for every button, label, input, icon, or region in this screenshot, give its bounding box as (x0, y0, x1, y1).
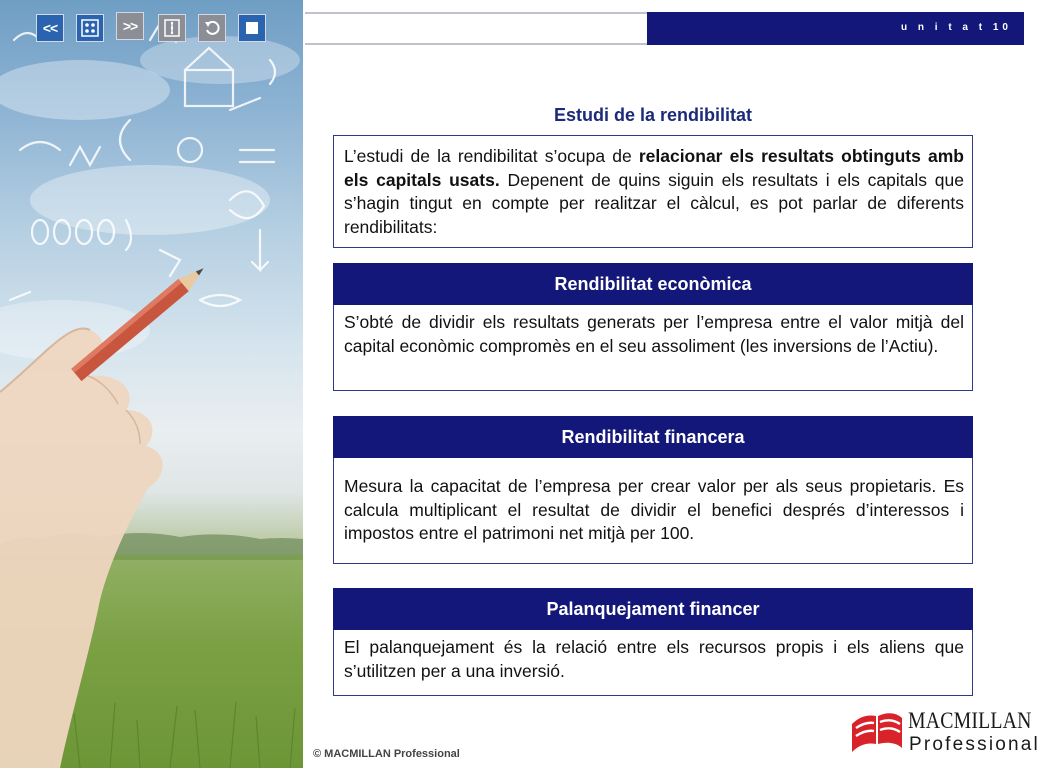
section-text-financial-return: Mesura la capacitat de l’empresa per crear valor per als seus propietaris. Es calcula multiplicant el resultat de dividir el benefici després d’interessos i impostos entre el patrimoni net mitjà per 100. (344, 476, 964, 543)
section-text-economic-return: S’obté de dividir els resultats generats per l’empresa entre el valor mitjà del capital econòmic compromès en el seu assoliment (les inversions de l’Actiu). (344, 312, 964, 356)
previous-button[interactable] (36, 14, 64, 42)
index-button[interactable] (76, 14, 104, 42)
logo-subtitle: Professional (909, 734, 1040, 755)
section-heading-financial-leverage: Palanquejament financer (333, 588, 973, 630)
decorative-photo-panel (0, 0, 303, 768)
stop-square-icon (245, 21, 259, 35)
list-icon (164, 19, 180, 37)
undo-icon (203, 19, 221, 37)
double-chevron-left-icon: << (42, 20, 58, 36)
next-button[interactable] (116, 12, 144, 40)
contents-button[interactable] (158, 14, 186, 42)
intro-text-start: L’estudi de la rendibilitat s’ocupa de (344, 146, 639, 166)
back-button[interactable] (198, 14, 226, 42)
navigation-toolbar (36, 14, 276, 44)
double-chevron-right-icon: >> (122, 18, 138, 34)
stop-button[interactable] (238, 14, 266, 42)
grid-dots-icon (81, 19, 99, 37)
section-box-economic-return (333, 305, 973, 391)
section-heading-economic-return: Rendibilitat econòmica (333, 263, 973, 305)
macmillan-logo (850, 706, 1040, 758)
header-bar-light (305, 12, 647, 45)
macmillan-logo-mark-icon (850, 708, 904, 754)
header-bar (647, 12, 1024, 45)
unit-label: u n i t a t 10 (900, 22, 1012, 33)
copyright-notice: © MACMILLAN Professional (313, 748, 460, 760)
intro-box (333, 135, 973, 248)
intro-text-emphasis: relacionar els resultats obtinguts amb els capitals usats. (344, 146, 964, 190)
intro-text-end: Depenent de quins siguin els resultats i els capitals que s’hagin tingut en compte per realitzar el càlcul, es pot parlar de diferents rendibilitats: (344, 169, 964, 237)
section-heading-financial-return: Rendibilitat financera (333, 416, 973, 458)
section-text-financial-leverage: El palanquejament és la relació entre els recursos propis i els aliens que s’utilitzen per a una inversió. (344, 637, 964, 681)
logo-wordmark: MACMILLAN (908, 708, 1032, 733)
section-box-financial-leverage (333, 630, 973, 696)
intro-paragraph (344, 145, 964, 239)
section-box-financial-return (333, 458, 973, 564)
page-title: Estudi de la rendibilitat (553, 105, 753, 125)
sky-doodle-illustration (0, 0, 303, 768)
